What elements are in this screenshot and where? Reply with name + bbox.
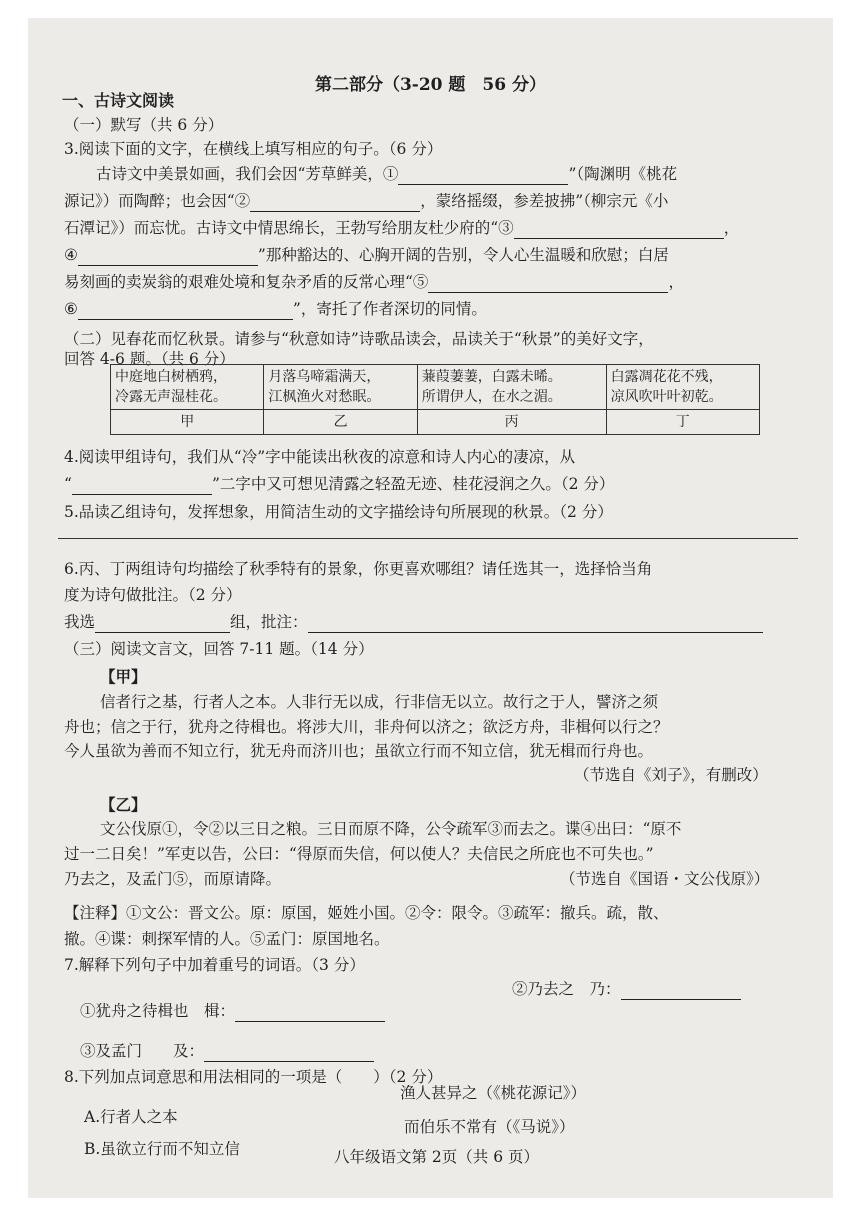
yi-text-3: 乃去之，及孟门⑤，而原请降。 [64,870,282,888]
q8-option-a[interactable]: A.行者人之本 [84,1108,178,1126]
q8-option-a-ref: 渔人甚异之（《桃花源记》） [400,1084,587,1102]
blank-4[interactable] [78,249,258,266]
blank-5[interactable] [428,276,668,293]
poem-cell-ding: 白露凋花花不残， 凉风吹叶叶初乾。 [606,365,759,410]
jia-text-2: 舟也；信之于行，犹舟之待楫也。将涉大川，非舟何以济之；欲泛方舟，非楫何以行之？ [64,718,669,736]
blank-6[interactable] [78,303,293,320]
q7-blank-2[interactable] [621,983,741,1000]
q7-stem: 7.解释下列句子中加着重号的词语。（3 分） [64,956,365,974]
jia-source: （节选自《刘子》，有删改） [574,766,768,784]
q3-line-3: 石潭记》）而忘忧。古诗文中情思绵长，王勃写给朋友杜少府的“③ ， [64,219,740,237]
page-footer: 八年级语文第 2页（共 6 页） [334,1148,540,1166]
q6-choice-blank[interactable] [95,616,230,633]
q6-line-3: 我选 组，批注： [64,611,763,633]
q7-item-3: ③及孟门 及： [80,1040,374,1062]
exam-page [28,18,833,1198]
poem-label-yi: 乙 [264,410,417,435]
poems-table [110,364,760,435]
q3-line-4: ④ ”那种豁达的、心胸开阔的告别，令人心生温暖和欣慰；白居 [64,246,669,264]
blank-3[interactable] [514,222,724,239]
q7-item-2: ②乃去之 乃： [512,978,741,1000]
blank-1[interactable] [398,168,568,185]
poem-label-ding: 丁 [606,410,759,435]
q3-line-2: 源记》）而陶醉；也会因“② ，蒙络摇缀，参差披拂”（柳宗元《小 [64,192,669,210]
poem-cell-yi: 月落乌啼霜满天， 江枫渔火对愁眠。 [264,365,417,410]
q5-stem: 5.品读乙组诗句，发挥想象，用简洁生动的文字描绘诗句所展现的秋景。（2 分） [64,503,613,521]
q8-option-b-ref: 而伯乐不常有（《马说》） [404,1118,575,1136]
q6-comment-blank[interactable] [308,616,763,633]
q4-blank[interactable] [72,478,212,495]
section-heading: 一、古诗文阅读 [62,91,175,110]
q4-line-2: “ ”二字中又可想见清露之轻盈无迹、桂花浸润之久。（2 分） [64,475,615,493]
yi-text-2: 过一二日矣！”军吏以告，公曰：“得原而失信，何以使人？夫信民之所庇也不可失也。” [64,845,654,863]
q3-line-5: 易刻画的卖炭翁的艰难处境和复杂矛盾的反常心理“⑤ ， [64,273,684,291]
q6-line-1: 6.丙、丁两组诗句均描绘了秋季特有的景象，你更喜欢哪组？请任选其一，选择恰当角 [64,560,653,578]
q7-item-1: ①犹舟之待楫也 楫： [80,1000,385,1022]
poem-cell-bing: 蒹葭萋萋，白露未晞。 所谓伊人，在水之湄。 [417,365,606,410]
q8-option-b[interactable]: B.虽欲立行而不知立信 [84,1140,240,1158]
poem-label-bing: 丙 [417,410,606,435]
poems-heading: （二）见春花而忆秋景。请参与“秋意如诗”诗歌品读会，品读关于“秋景”的美好文字， [64,330,654,348]
q3-line-6: ⑥ ”，寄托了作者深切的同情。 [64,300,487,318]
dictation-heading: （一）默写（共 6 分） [64,116,224,134]
q4-line-1: 4.阅读甲组诗句，我们从“冷”字中能读出秋夜的凉意和诗人内心的凄凉，从 [64,448,576,466]
q6-line-2: 度为诗句做批注。（2 分） [64,586,242,604]
q7-blank-1[interactable] [235,1005,385,1022]
notes-1: 【注释】①文公：晋文公。原：原国，姬姓小国。②令：限令。③疏军：撤兵。疏，散、 [64,904,669,922]
part-title: 第二部分（3-20 题 56 分） [314,75,547,95]
poem-cell-jia: 中庭地白树栖鸦， 冷露无声湿桂花。 [111,365,264,410]
poem-label-jia: 甲 [111,410,264,435]
jia-text-1: 信者行之基，行者人之本。人非行无以成，行非信无以立。故行之于人，譬济之须 [100,693,659,711]
q8-stem: 8.下列加点词意思和用法相同的一项是（ ）（2 分） [64,1068,443,1086]
q3-stem: 3.阅读下面的文字，在横线上填写相应的句子。（6 分） [64,140,443,158]
notes-2: 撤。④谍：刺探军情的人。⑤孟门：原国地名。 [64,930,390,948]
yi-label: 【乙】 [100,795,147,814]
jia-label: 【甲】 [100,667,147,686]
jia-text-3: 今人虽欲为善而不知立行，犹无舟而济川也；虽欲立行而不知立信，犹无楫而行舟也。 [64,742,654,760]
classical-heading: （三）阅读文言文，回答 7-11 题。（14 分） [64,640,374,658]
blank-2[interactable] [250,195,420,212]
q3-line-1: 古诗文中美景如画，我们会因“芳草鲜美，① ”（陶渊明《桃花 [96,165,678,183]
q7-blank-3[interactable] [204,1045,374,1062]
yi-source: （节选自《国语・文公伐原》） [560,870,770,888]
poems-heading-2: 回答 4-6 题。（共 6 分） [64,350,235,368]
yi-text-1: 文公伐原①，令②以三日之粮。三日而原不降，公令疏军③而去之。谍④出曰：“原不 [100,820,682,838]
q5-answer-line[interactable] [58,538,798,539]
